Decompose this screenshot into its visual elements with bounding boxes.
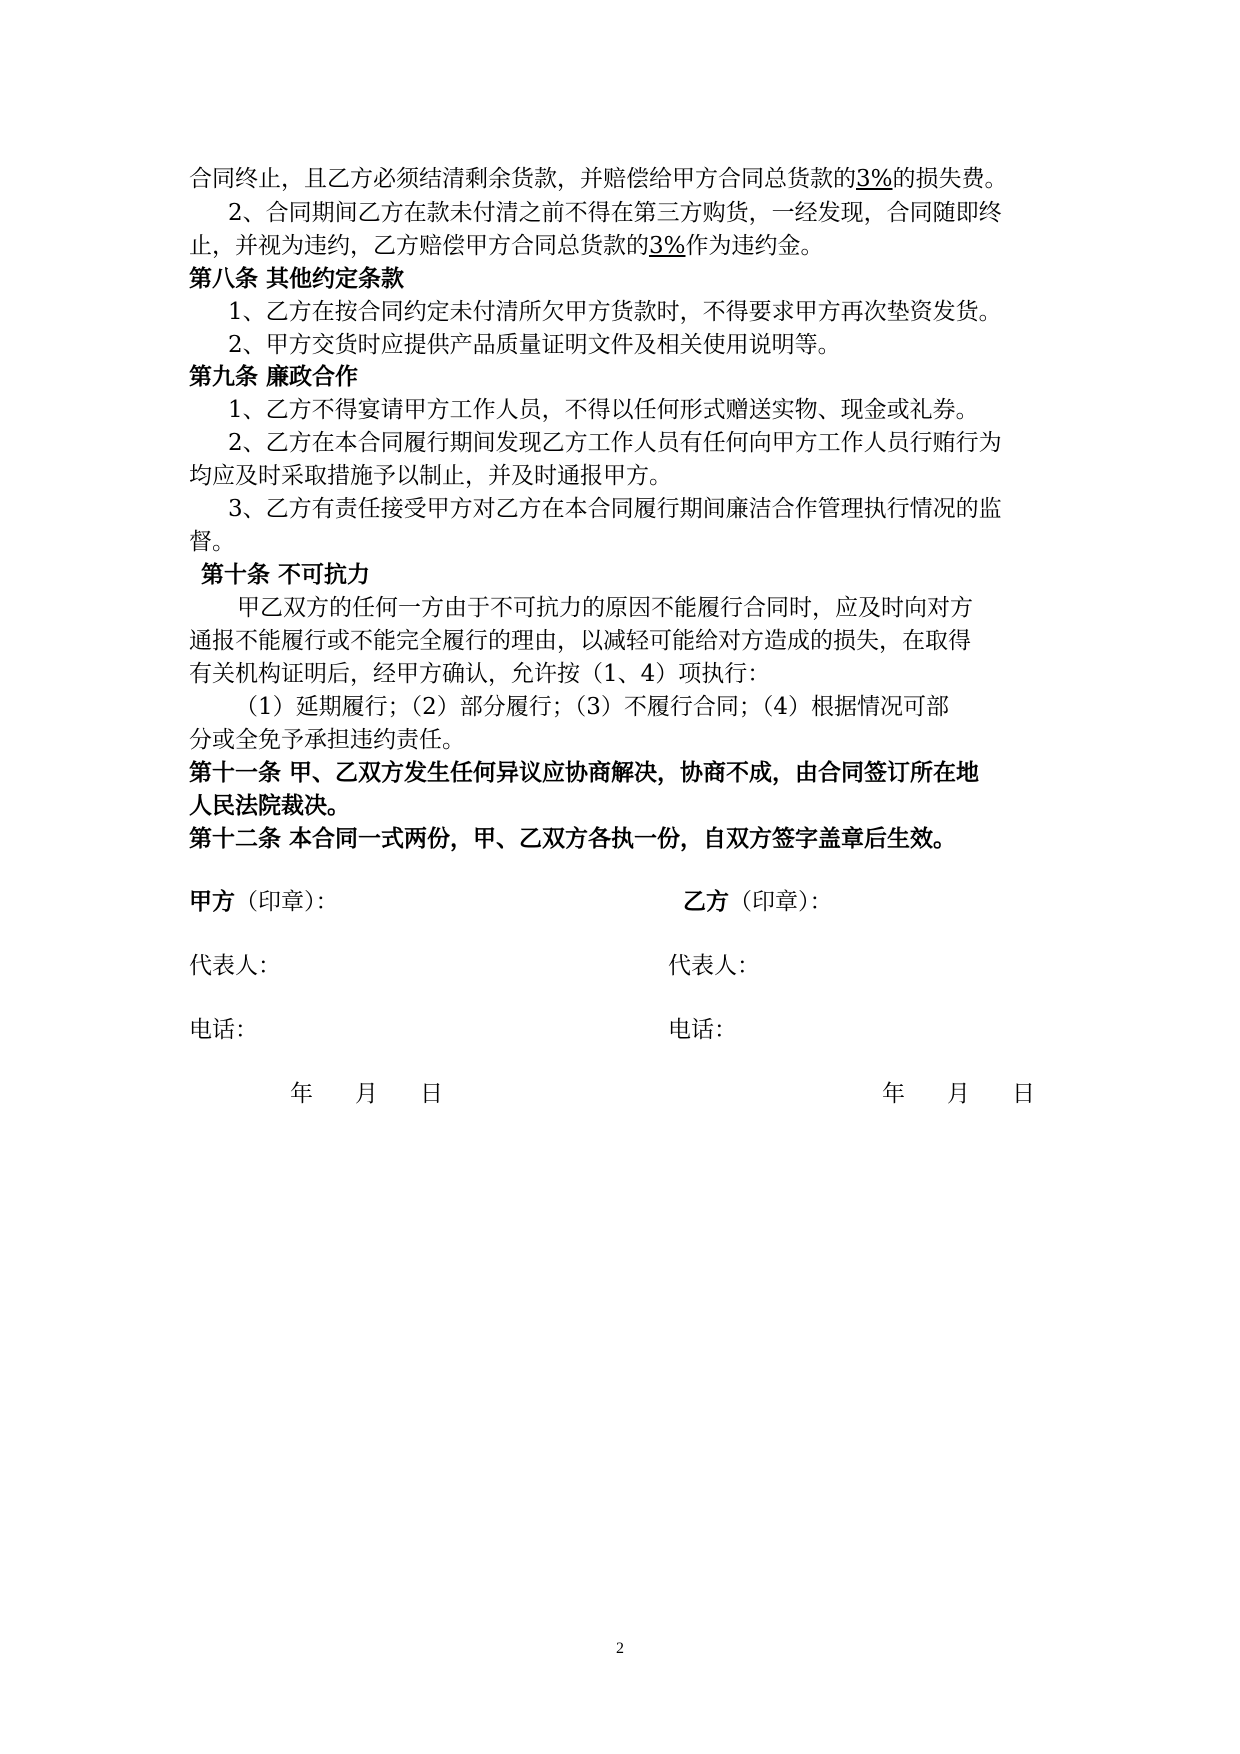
party-b-label: 乙方 xyxy=(683,889,729,915)
party-b-phone: 电话： xyxy=(668,1017,737,1043)
clause-9-2-line-1: 2、乙方在本合同履行期间发现乙方工作人员有任何向甲方工作人员行贿行为 xyxy=(228,430,1002,456)
clause-8-2: 2、甲方交货时应提供产品质量证明文件及相关使用说明等。 xyxy=(228,332,841,358)
penalty-percent: 3% xyxy=(856,166,893,192)
clause-9-1: 1、乙方不得宴请甲方工作人员，不得以任何形式赠送实物、现金或礼券。 xyxy=(228,397,979,423)
text: 的损失费。 xyxy=(892,166,1008,192)
clause-7-2-line-2 xyxy=(189,230,1059,262)
clause-10-line-1: 甲乙双方的任何一方由于不可抗力的原因不能履行合同时，应及时向对方 xyxy=(237,595,973,621)
clause-10-line-2: 通报不能履行或不能完全履行的理由，以减轻可能给对方造成的损失，在取得 xyxy=(189,628,971,654)
party-a-date xyxy=(290,1078,443,1110)
clause-7-2-line-1: 2、合同期间乙方在款未付清之前不得在第三方购货，一经发现，合同随即终 xyxy=(228,200,1002,226)
page-number: 2 xyxy=(616,1640,624,1657)
text: 止，并视为违约，乙方赔偿甲方合同总货款的 xyxy=(189,233,649,259)
article-12: 第十二条 本合同一式两份，甲、乙双方各执一份，自双方签字盖章后生效。 xyxy=(189,826,957,852)
clause-7-1-line-2 xyxy=(189,163,1059,195)
party-b-representative: 代表人： xyxy=(668,953,760,979)
party-b-date xyxy=(882,1078,1035,1110)
article-10-heading: 第十条 不可抗力 xyxy=(201,562,371,588)
year-label: 年 xyxy=(882,1081,905,1107)
clause-9-3-line-1: 3、乙方有责任接受甲方对乙方在本合同履行期间廉洁合作管理执行情况的监 xyxy=(228,496,1002,522)
party-a-representative: 代表人： xyxy=(189,953,281,979)
article-11-line-1: 第十一条 甲、乙双方发生任何异议应协商解决，协商不成，由合同签订所在地 xyxy=(189,760,980,786)
party-a-seal xyxy=(189,886,339,918)
day-label: 日 xyxy=(420,1081,443,1107)
month-label: 月 xyxy=(355,1081,378,1107)
clause-9-2-line-2: 均应及时采取措施予以制止，并及时通报甲方。 xyxy=(189,463,672,489)
clause-10-line-3: 有关机构证明后，经甲方确认，允许按（1、4）项执行： xyxy=(189,661,771,687)
penalty-percent: 3% xyxy=(649,233,686,259)
clause-10-line-5: 分或全免予承担违约责任。 xyxy=(189,727,465,753)
text: 作为违约金。 xyxy=(685,233,824,259)
party-a-phone: 电话： xyxy=(189,1017,258,1043)
article-11-line-2: 人民法院裁决。 xyxy=(189,793,350,819)
article-8-heading: 第八条 其他约定条款 xyxy=(189,266,405,292)
clause-9-3-line-2: 督。 xyxy=(189,529,235,555)
year-label: 年 xyxy=(290,1081,313,1107)
party-b-seal xyxy=(683,886,833,918)
clause-8-1: 1、乙方在按合同约定未付清所欠甲方货款时，不得要求甲方再次垫资发货。 xyxy=(228,299,1002,325)
clause-10-line-4: （1）延期履行；（2）部分履行；（3）不履行合同；（4）根据情况可部 xyxy=(235,694,950,720)
seal-label: （印章）： xyxy=(235,889,339,915)
party-a-label: 甲方 xyxy=(189,889,235,915)
month-label: 月 xyxy=(947,1081,970,1107)
article-9-heading: 第九条 廉政合作 xyxy=(189,364,359,390)
seal-label: （印章）： xyxy=(729,889,833,915)
text: 合同终止，且乙方必须结清剩余货款，并赔偿给甲方合同总货款的 xyxy=(189,166,856,192)
day-label: 日 xyxy=(1012,1081,1035,1107)
